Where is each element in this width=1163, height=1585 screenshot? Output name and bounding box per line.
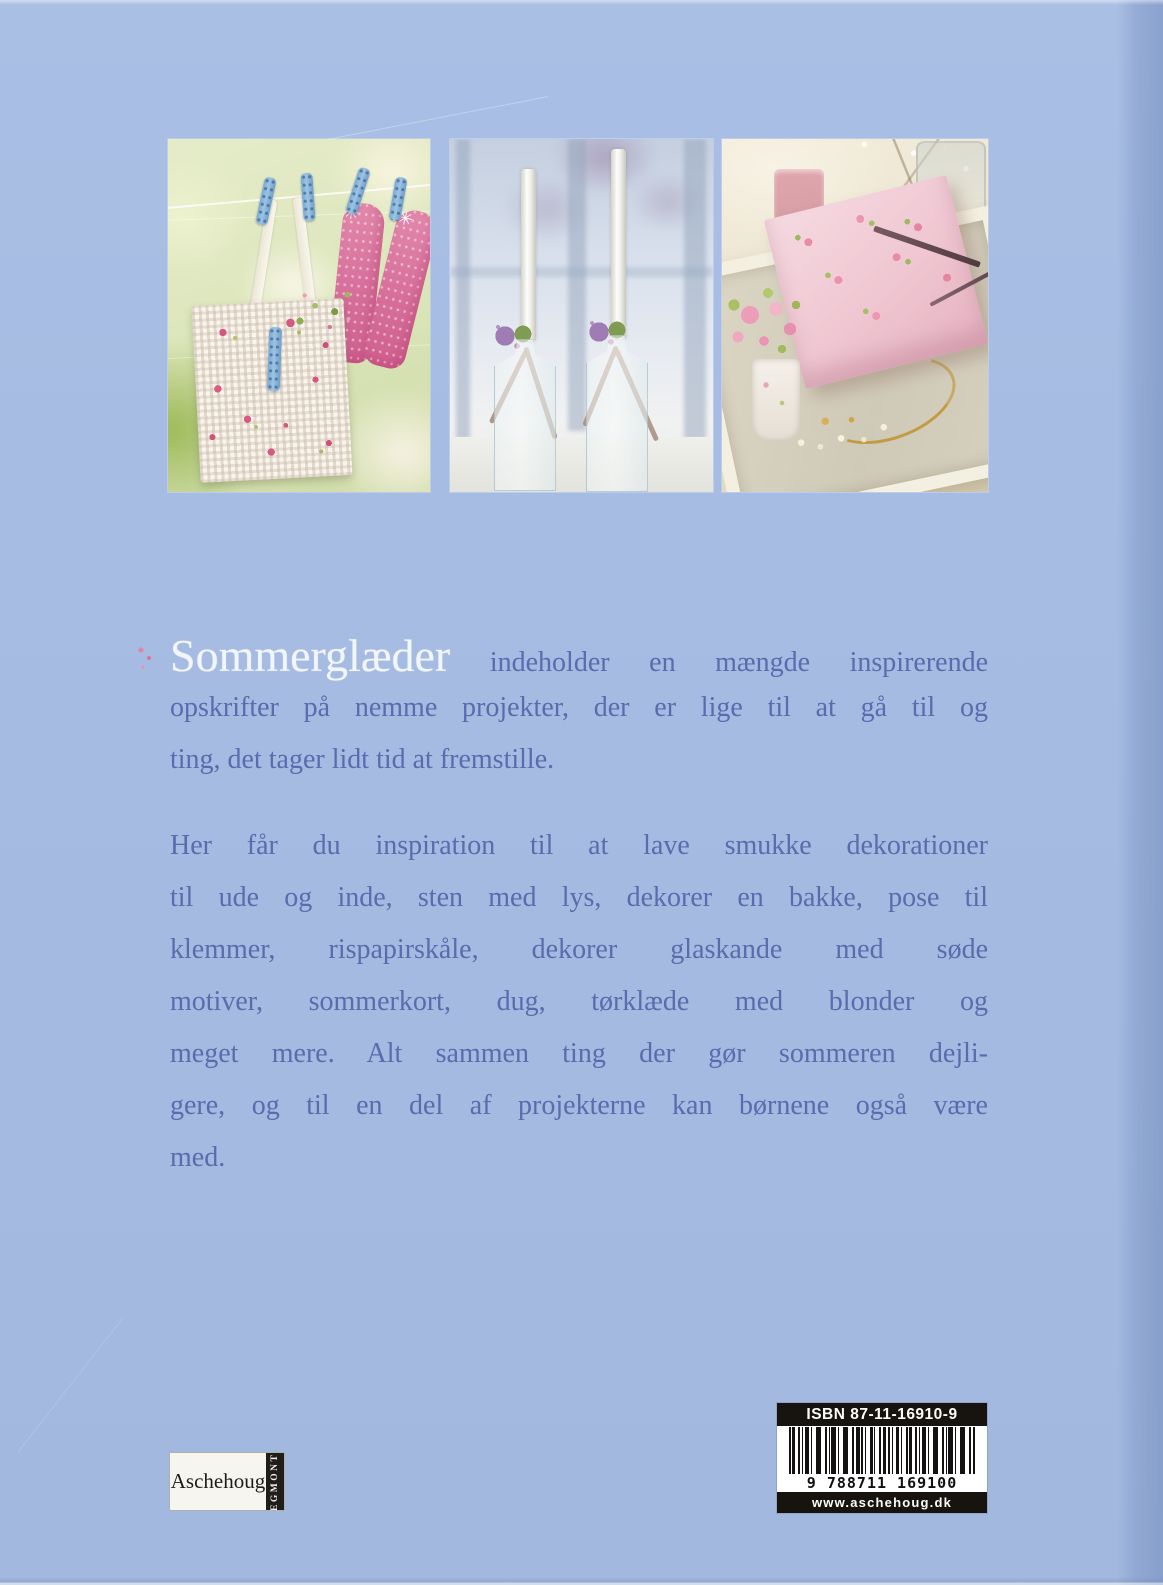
blurb-line: gere, og til en del af projekterne kan børnene også være xyxy=(170,1090,988,1121)
glass-bottle-left xyxy=(494,339,556,491)
blurb-line-1 xyxy=(170,630,988,682)
ean-digits: 9 788711 169100 xyxy=(806,1474,958,1492)
isbn-number: ISBN 87-11-16910-9 xyxy=(777,1403,987,1426)
blurb-line: til ude og inde, sten med lys, dekorer en bakke, pose til xyxy=(170,882,988,913)
barcode-bars xyxy=(789,1427,975,1474)
publisher-logo xyxy=(169,1452,285,1511)
cover-right-edge-shade xyxy=(1117,0,1163,1585)
publisher-name: Aschehoug xyxy=(170,1469,266,1493)
blurb-line: ting, det tager lidt tid at fremstille. xyxy=(170,744,555,775)
window-frame-bar xyxy=(684,139,706,439)
scan-scratch xyxy=(18,1318,123,1453)
glass-bottle-right xyxy=(586,335,648,492)
blurb-line-1-rest: indeholder en mængde inspirerende xyxy=(450,647,988,678)
publisher-website: www.aschehoug.dk xyxy=(777,1492,987,1513)
cover-top-edge xyxy=(0,0,1163,5)
window-frame-bar xyxy=(456,139,470,439)
photo-tote-bag xyxy=(168,139,430,492)
window-frame-bar xyxy=(568,139,586,431)
small-vase xyxy=(752,359,800,441)
photo-candle-bottles xyxy=(450,139,713,492)
imprint-name: EGMONT xyxy=(266,1453,284,1510)
book-title: Sommerglæder xyxy=(170,630,451,681)
pearl-beads xyxy=(783,390,914,463)
table-surface xyxy=(450,437,713,492)
blurb-line: opskrifter på nemme projekter, der er lige til at gå til og xyxy=(170,692,988,723)
candle-left xyxy=(521,169,536,341)
blurb-line: Her får du inspiration til at lave smukke dekorationer xyxy=(170,830,988,861)
blurb-line: med. xyxy=(170,1142,226,1173)
blurb-line: motiver, sommerkort, dug, tørklæde med blonder og xyxy=(170,986,988,1017)
blurb-line: klemmer, rispapirskåle, dekorer glaskande med søde xyxy=(170,934,988,965)
candle-right xyxy=(611,149,626,339)
isbn-barcode xyxy=(777,1403,987,1513)
cover-bottom-edge xyxy=(0,1577,1163,1585)
pink-smudge xyxy=(136,644,156,672)
photo-pink-box-tray xyxy=(722,139,988,492)
blurb-text xyxy=(170,630,988,1184)
blurb-line: meget mere. Alt sammen ting der gør sommeren dejli- xyxy=(170,1038,988,1069)
clothespin xyxy=(267,327,282,391)
window-crossbar xyxy=(450,267,713,277)
scan-scratch xyxy=(302,96,548,145)
